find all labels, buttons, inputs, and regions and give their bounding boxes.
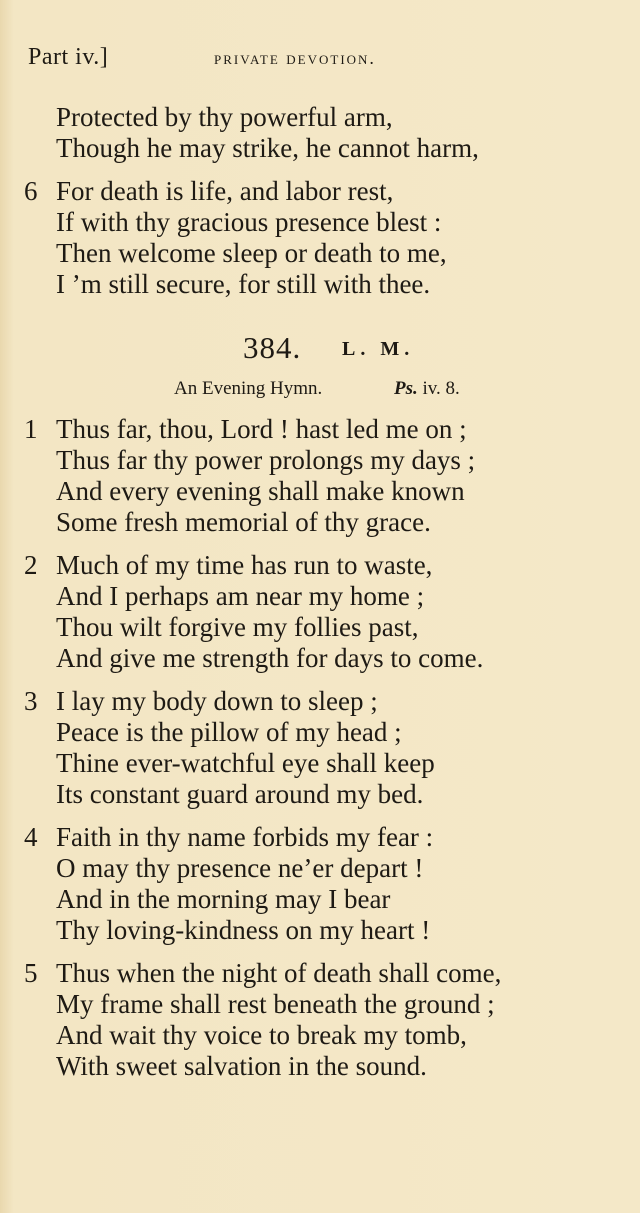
verse-line: With sweet salvation in the sound.	[56, 1051, 427, 1081]
stanza-number: 6	[24, 176, 38, 206]
verse-line: Thou wilt forgive my follies past,	[56, 612, 419, 642]
hymn-number: 384.	[243, 330, 302, 365]
verse-line: My frame shall rest beneath the ground ;	[56, 989, 495, 1019]
verse-line: For death is life, and labor rest,	[56, 176, 394, 206]
verse-line: Thine ever-watchful eye shall keep	[56, 748, 435, 778]
verse-line: Then welcome sleep or death to me,	[56, 238, 447, 268]
reference-book: Ps.	[394, 378, 418, 399]
verse-line: Some fresh memorial of thy grace.	[56, 507, 431, 537]
stanza-number: 1	[24, 414, 38, 444]
stanza-number: 5	[24, 958, 38, 988]
hymn-subtitle: An Evening Hymn.	[174, 378, 323, 399]
scripture-reference	[394, 378, 460, 400]
section-title: private devotion.	[214, 48, 376, 68]
verse-line: And every evening shall make known	[56, 476, 465, 506]
verse-line: And wait thy voice to break my tomb,	[56, 1020, 467, 1050]
verse-line: Thus far thy power prolongs my days ;	[56, 445, 476, 475]
verse-line: Its constant guard around my bed.	[56, 779, 424, 809]
hymn-meter: L. M.	[342, 338, 415, 360]
stanza-number: 2	[24, 550, 38, 580]
verse-line: Thus when the night of death shall come,	[56, 958, 502, 988]
verse-line: And I perhaps am near my home ;	[56, 581, 425, 611]
verse-line: And in the morning may I bear	[56, 884, 391, 914]
verse-line: O may thy presence ne’er depart !	[56, 853, 424, 883]
verse-line: If with thy gracious presence blest :	[56, 207, 442, 237]
verse-line: Thus far, thou, Lord ! hast led me on ;	[56, 414, 467, 444]
verse-line: Much of my time has run to waste,	[56, 550, 433, 580]
verse-line: Protected by thy powerful arm,	[56, 102, 393, 132]
stanza-number: 3	[24, 686, 38, 716]
verse-line: Peace is the pillow of my head ;	[56, 717, 402, 747]
running-head	[28, 44, 628, 76]
verse-line: Though he may strike, he cannot harm,	[56, 133, 479, 163]
reference-verse: iv. 8.	[422, 378, 460, 399]
verse-line: Faith in thy name forbids my fear :	[56, 822, 434, 852]
verse-line: I ’m still secure, for still with thee.	[56, 269, 431, 299]
verse-line: I lay my body down to sleep ;	[56, 686, 378, 716]
stanza-number: 4	[24, 822, 38, 852]
verse-line: And give me strength for days to come.	[56, 643, 484, 673]
part-label: Part iv.]	[28, 44, 109, 70]
verse-line: Thy loving-kindness on my heart !	[56, 915, 431, 945]
